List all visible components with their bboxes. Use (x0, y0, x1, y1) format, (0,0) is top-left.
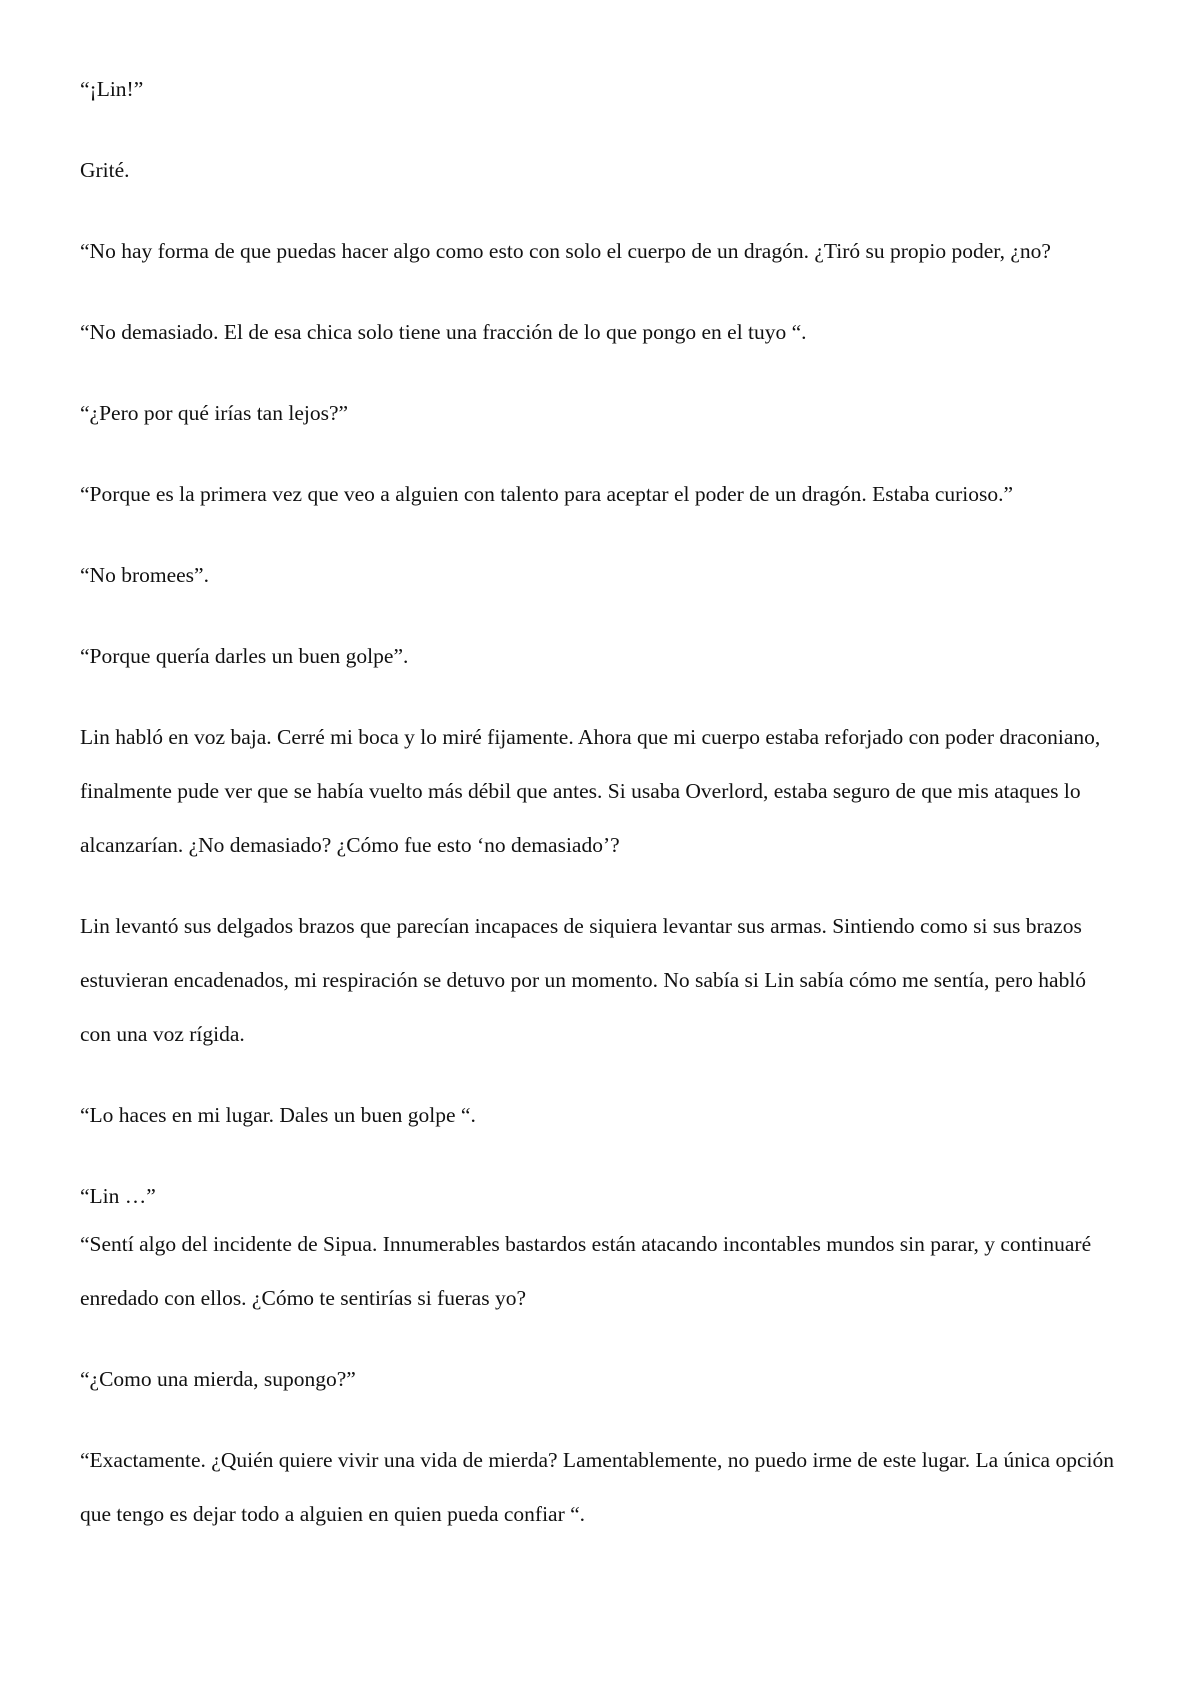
paragraph-6: “Porque es la primera vez que veo a alguien con talento para aceptar el poder de un dragón. Estaba curioso.” (80, 482, 1014, 506)
paragraph-2: Grité. (80, 158, 130, 182)
paragraph-4: “No demasiado. El de esa chica solo tiene una fracción de lo que pongo en el tuyo “. (80, 320, 807, 344)
paragraph-7: “No bromees”. (80, 563, 209, 587)
paragraph-12: “Lin …” (80, 1184, 156, 1208)
document-page (80, 62, 1120, 1568)
paragraph-11: “Lo haces en mi lugar. Dales un buen golpe “. (80, 1103, 476, 1127)
paragraph-1: “¡Lin!” (80, 77, 144, 101)
paragraph-8: “Porque quería darles un buen golpe”. (80, 644, 409, 668)
paragraph-9: Lin habló en voz baja. Cerré mi boca y lo miré fijamente. Ahora que mi cuerpo estaba reforjado con poder draconiano, finalmente pude ver que se había vuelto más débil que antes. Si usaba Overlord, estaba seguro de que mis ataques lo alcanzarían. ¿No demasiado? ¿Cómo fue esto ‘no demasiado’? (80, 725, 1101, 857)
paragraph-5: “¿Pero por qué irías tan lejos?” (80, 401, 349, 425)
paragraph-14: “¿Como una mierda, supongo?” (80, 1367, 356, 1391)
paragraph-15: “Exactamente. ¿Quién quiere vivir una vida de mierda? Lamentablemente, no puedo irme de este lugar. La única opción que tengo es dejar todo a alguien en quien pueda confiar “. (80, 1448, 1114, 1526)
paragraph-13: “Sentí algo del incidente de Sipua. Innumerables bastardos están atacando incontables mundos sin parar, y continuaré enredado con ellos. ¿Cómo te sentirías si fueras yo? (80, 1232, 1092, 1310)
paragraph-10: Lin levantó sus delgados brazos que parecían incapaces de siquiera levantar sus armas. Sintiendo como si sus brazos estuvieran encadenados, mi respiración se detuvo por un momento. No sabía si Lin sabía cómo me sentía, pero habló con una voz rígida. (80, 914, 1087, 1046)
paragraph-3: “No hay forma de que puedas hacer algo como esto con solo el cuerpo de un dragón. ¿Tiró su propio poder, ¿no? (80, 239, 1051, 263)
